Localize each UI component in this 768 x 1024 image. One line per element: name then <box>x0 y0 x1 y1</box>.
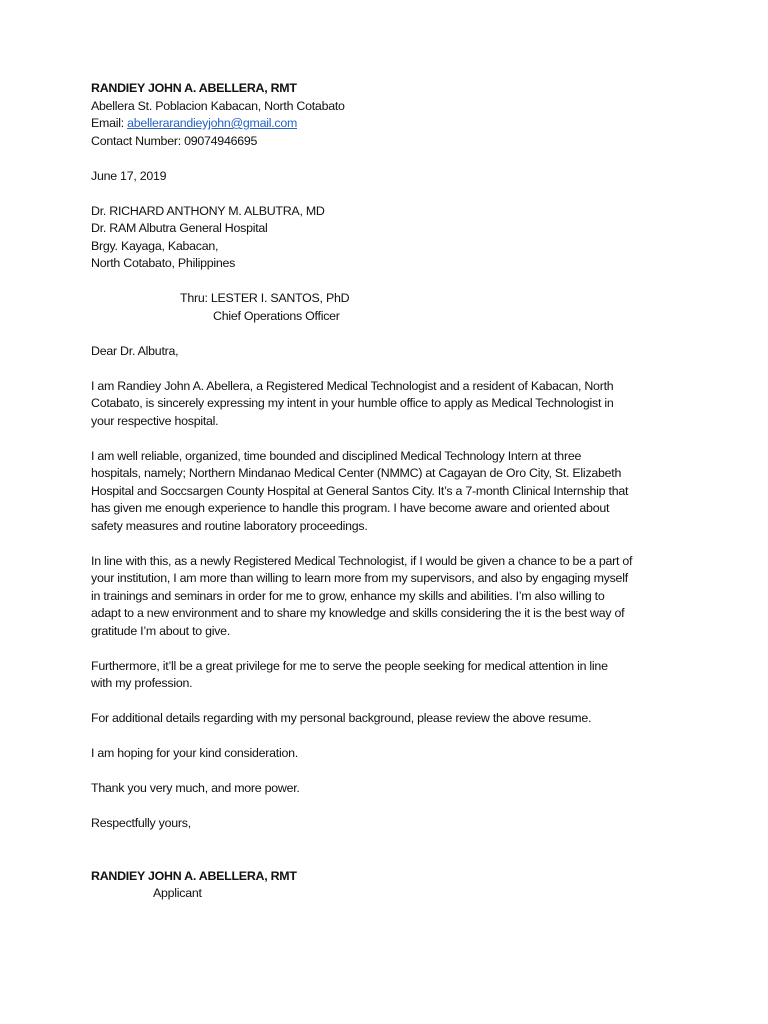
letter-date: June 17, 2019 <box>91 168 167 183</box>
sender-address: Abellera St. Poblacion Kabacan, North Cotabato <box>91 98 345 113</box>
sender-block <box>91 80 691 150</box>
thru-title: Chief Operations Officer <box>213 308 340 323</box>
paragraph-line: your institution, I am more than willing to learn more from my supervisors, and also by engaging myself <box>91 571 628 585</box>
paragraph-privilege <box>91 658 691 693</box>
paragraph-intro <box>91 378 691 431</box>
closing: Respectfully yours, <box>91 816 191 830</box>
recipient-name: Dr. RICHARD ANTHONY M. ALBUTRA, MD <box>91 203 325 218</box>
recipient-address-1: Brgy. Kayaga, Kabacan, <box>91 238 219 253</box>
paragraph-line: hospitals, namely; Northern Mindanao Medical Center (NMMC) at Cagayan de Oro City, St. Elizabeth <box>91 466 622 480</box>
thru-line: Thru: LESTER I. SANTOS, PhD <box>180 291 350 305</box>
signature-name: RANDIEY JOHN A. ABELLERA, RMT <box>91 868 297 883</box>
paragraph-line: I am hoping for your kind consideration. <box>91 746 298 760</box>
recipient-org: Dr. RAM Albutra General Hospital <box>91 221 268 235</box>
email-label: Email: <box>91 116 128 130</box>
paragraph-line: Thank you very much, and more power. <box>91 781 300 795</box>
salutation: Dear Dr. Albutra, <box>91 343 179 358</box>
sender-email-line <box>91 115 691 133</box>
paragraph-hoping <box>91 745 691 763</box>
recipient-block <box>91 203 691 273</box>
paragraph-line: in trainings and seminars in order for me to grow, enhance my skills and abilities. I’m also willing to <box>91 588 605 603</box>
paragraph-line: Cotabato, is sincerely expressing my intent in your humble office to apply as Medical Technologist in <box>91 396 614 410</box>
sender-name: RANDIEY JOHN A. ABELLERA, RMT <box>91 81 297 95</box>
paragraph-line: safety measures and routine laboratory proceedings. <box>91 518 368 533</box>
email-link[interactable]: abellerarandieyjohn@gmail.com <box>127 116 298 130</box>
paragraph-line: your respective hospital. <box>91 413 219 428</box>
paragraph-line: with my profession. <box>91 676 193 690</box>
paragraph-line: Furthermore, it’ll be a great privilege for me to serve the people seeking for medical attention in line <box>91 658 608 673</box>
paragraph-line: I am well reliable, organized, time bounded and disciplined Medical Technology Intern at three <box>91 448 582 463</box>
paragraph-line: gratitude I’m about to give. <box>91 623 231 638</box>
paragraph-details <box>91 710 691 728</box>
paragraph-line: I am Randiey John A. Abellera, a Registered Medical Technologist and a resident of Kabacan, North <box>91 378 614 393</box>
cover-letter <box>91 80 691 903</box>
paragraph-line: adapt to a new environment and to share my knowledge and skills considering the it is the best way of <box>91 606 625 620</box>
paragraph-line: For additional details regarding with my personal background, please review the above resume. <box>91 711 592 725</box>
paragraph-line: In line with this, as a newly Registered Medical Technologist, if I would be given a chance to be a part of <box>91 553 633 568</box>
signature-block <box>91 868 691 903</box>
sender-contact: Contact Number: 09074946695 <box>91 133 258 148</box>
signature-title: Applicant <box>153 886 202 900</box>
thru-block <box>91 290 691 325</box>
paragraph-line: Hospital and Soccsargen County Hospital at General Santos City. It’s a 7-month Clinical Internship that <box>91 483 629 498</box>
paragraph-willingness <box>91 553 691 641</box>
paragraph-experience <box>91 448 691 536</box>
paragraph-thanks <box>91 780 691 798</box>
paragraph-line: has given me enough experience to handle this program. I have become aware and oriented about <box>91 501 610 515</box>
recipient-address-2: North Cotabato, Philippines <box>91 256 236 270</box>
